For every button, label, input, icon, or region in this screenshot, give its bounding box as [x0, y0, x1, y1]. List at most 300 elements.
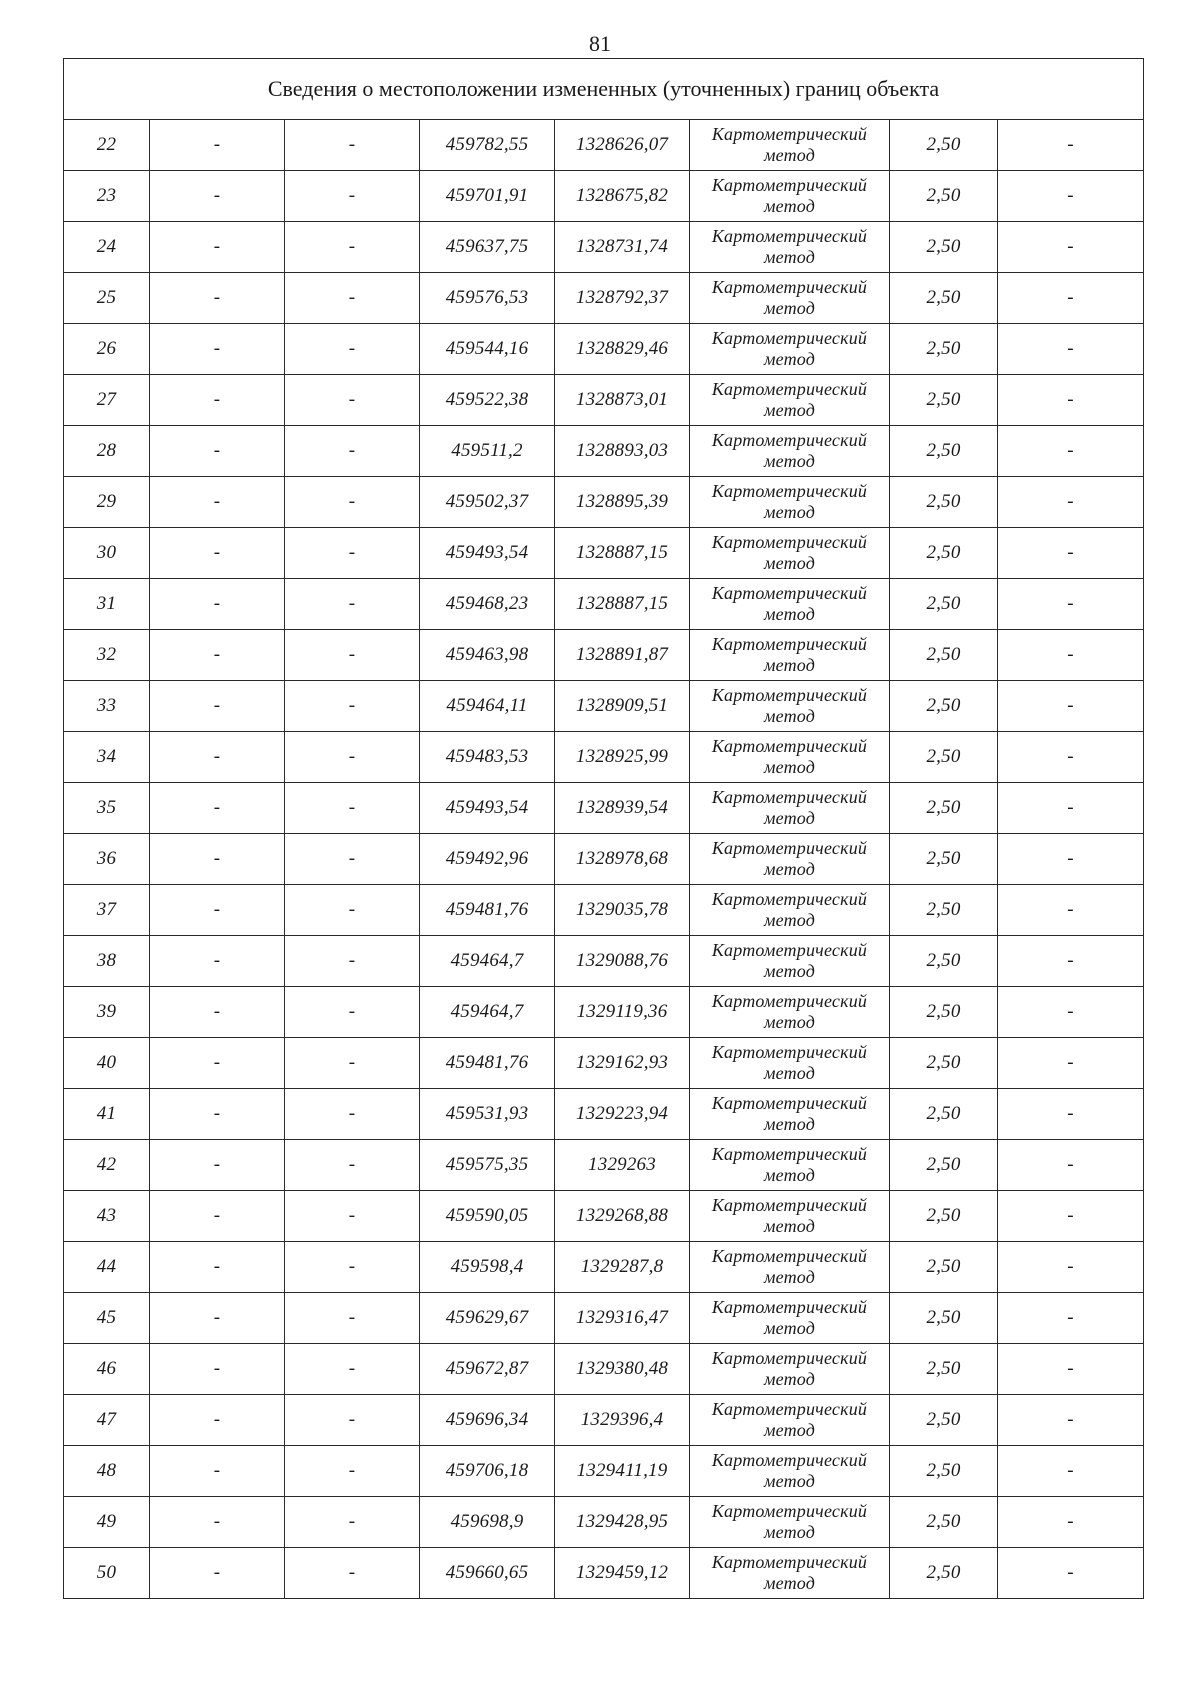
method-cell [690, 1344, 890, 1395]
empty-cell-1: - [150, 171, 285, 222]
description-cell: - [998, 1140, 1144, 1191]
coordinate-x-cell: 459468,23 [420, 579, 555, 630]
coordinate-x-cell: 459672,87 [420, 1344, 555, 1395]
empty-cell-1: - [150, 885, 285, 936]
coordinate-y-cell: 1328887,15 [555, 579, 690, 630]
point-number-cell: 23 [64, 171, 150, 222]
coordinate-y-cell: 1328891,87 [555, 630, 690, 681]
empty-cell-2: - [285, 783, 420, 834]
method-line-1: Картометрический [711, 1246, 868, 1266]
point-number-cell: 34 [64, 732, 150, 783]
method-cell [690, 273, 890, 324]
page-number: 81 [589, 31, 611, 56]
method-line-1: Картометрический [711, 277, 868, 297]
method-line-1: Картометрический [711, 532, 868, 552]
coordinate-x-cell: 459464,11 [420, 681, 555, 732]
empty-cell-1: - [150, 1242, 285, 1293]
method-line-2: метод [763, 1216, 816, 1236]
table-row [64, 222, 1144, 273]
point-number-cell: 48 [64, 1446, 150, 1497]
coordinate-x-cell: 459698,9 [420, 1497, 555, 1548]
description-cell: - [998, 1242, 1144, 1293]
accuracy-cell: 2,50 [890, 732, 998, 783]
method-cell [690, 222, 890, 273]
method-cell [690, 528, 890, 579]
empty-cell-2: - [285, 936, 420, 987]
coordinate-y-cell: 1329380,48 [555, 1344, 690, 1395]
method-line-2: метод [763, 1318, 816, 1338]
accuracy-cell: 2,50 [890, 477, 998, 528]
method-line-2: метод [763, 604, 816, 624]
method-cell [690, 1446, 890, 1497]
description-cell: - [998, 1344, 1144, 1395]
table-row [64, 477, 1144, 528]
table-row [64, 783, 1144, 834]
coordinate-x-cell: 459590,05 [420, 1191, 555, 1242]
table-row [64, 1497, 1144, 1548]
empty-cell-2: - [285, 885, 420, 936]
description-cell: - [998, 375, 1144, 426]
empty-cell-1: - [150, 375, 285, 426]
empty-cell-1: - [150, 936, 285, 987]
description-cell: - [998, 426, 1144, 477]
table-row [64, 1242, 1144, 1293]
method-line-1: Картометрический [711, 1450, 868, 1470]
coordinate-x-cell: 459598,4 [420, 1242, 555, 1293]
method-line-2: метод [763, 1063, 816, 1083]
accuracy-cell: 2,50 [890, 1191, 998, 1242]
empty-cell-2: - [285, 1140, 420, 1191]
coordinate-x-cell: 459481,76 [420, 1038, 555, 1089]
empty-cell-2: - [285, 579, 420, 630]
point-number-cell: 49 [64, 1497, 150, 1548]
method-line-2: метод [763, 1420, 816, 1440]
table-row [64, 324, 1144, 375]
coordinate-y-cell: 1329459,12 [555, 1548, 690, 1599]
coordinate-x-cell: 459629,67 [420, 1293, 555, 1344]
method-cell [690, 1293, 890, 1344]
point-number-cell: 28 [64, 426, 150, 477]
coordinate-x-cell: 459502,37 [420, 477, 555, 528]
empty-cell-1: - [150, 681, 285, 732]
empty-cell-1: - [150, 1446, 285, 1497]
method-line-1: Картометрический [711, 124, 868, 144]
point-number-cell: 42 [64, 1140, 150, 1191]
accuracy-cell: 2,50 [890, 324, 998, 375]
method-cell [690, 1038, 890, 1089]
table-row [64, 1395, 1144, 1446]
accuracy-cell: 2,50 [890, 834, 998, 885]
method-cell [690, 936, 890, 987]
method-line-1: Картометрический [711, 1501, 868, 1521]
coordinate-x-cell: 459493,54 [420, 528, 555, 579]
table-title: Сведения о местоположении измененных (уточненных) границ объекта [64, 59, 1144, 120]
method-line-2: метод [763, 1573, 816, 1593]
method-cell [690, 1140, 890, 1191]
coordinate-x-cell: 459522,38 [420, 375, 555, 426]
accuracy-cell: 2,50 [890, 528, 998, 579]
accuracy-cell: 2,50 [890, 426, 998, 477]
description-cell: - [998, 1293, 1144, 1344]
point-number-cell: 32 [64, 630, 150, 681]
coordinate-y-cell: 1328731,74 [555, 222, 690, 273]
method-cell [690, 171, 890, 222]
point-number-cell: 26 [64, 324, 150, 375]
method-line-2: метод [763, 808, 816, 828]
coordinate-x-cell: 459531,93 [420, 1089, 555, 1140]
coordinate-y-cell: 1328893,03 [555, 426, 690, 477]
accuracy-cell: 2,50 [890, 1395, 998, 1446]
point-number-cell: 41 [64, 1089, 150, 1140]
empty-cell-1: - [150, 1344, 285, 1395]
empty-cell-1: - [150, 630, 285, 681]
method-line-1: Картометрический [711, 1042, 868, 1062]
coordinate-x-cell: 459701,91 [420, 171, 555, 222]
description-cell: - [998, 1038, 1144, 1089]
coordinate-y-cell: 1328792,37 [555, 273, 690, 324]
point-number-cell: 33 [64, 681, 150, 732]
method-cell [690, 579, 890, 630]
empty-cell-2: - [285, 1344, 420, 1395]
accuracy-cell: 2,50 [890, 273, 998, 324]
coordinate-y-cell: 1328829,46 [555, 324, 690, 375]
accuracy-cell: 2,50 [890, 579, 998, 630]
coordinate-x-cell: 459493,54 [420, 783, 555, 834]
method-line-1: Картометрический [711, 634, 868, 654]
empty-cell-2: - [285, 477, 420, 528]
coordinate-y-cell: 1329411,19 [555, 1446, 690, 1497]
coordinate-y-cell: 1328978,68 [555, 834, 690, 885]
coordinate-y-cell: 1329223,94 [555, 1089, 690, 1140]
point-number-cell: 35 [64, 783, 150, 834]
point-number-cell: 43 [64, 1191, 150, 1242]
method-line-1: Картометрический [711, 1144, 868, 1164]
description-cell: - [998, 885, 1144, 936]
empty-cell-1: - [150, 120, 285, 171]
method-line-1: Картометрический [711, 1552, 868, 1572]
point-number-cell: 24 [64, 222, 150, 273]
coordinate-y-cell: 1328626,07 [555, 120, 690, 171]
method-line-1: Картометрический [711, 481, 868, 501]
table-row [64, 834, 1144, 885]
empty-cell-1: - [150, 783, 285, 834]
table-row [64, 528, 1144, 579]
method-line-2: метод [763, 757, 816, 777]
accuracy-cell: 2,50 [890, 375, 998, 426]
coordinate-y-cell: 1328925,99 [555, 732, 690, 783]
coordinate-y-cell: 1328887,15 [555, 528, 690, 579]
coordinates-table [63, 58, 1144, 1599]
coordinate-x-cell: 459511,2 [420, 426, 555, 477]
empty-cell-1: - [150, 732, 285, 783]
coordinate-x-cell: 459660,65 [420, 1548, 555, 1599]
method-line-2: метод [763, 859, 816, 879]
method-line-1: Картометрический [711, 175, 868, 195]
method-cell [690, 1497, 890, 1548]
accuracy-cell: 2,50 [890, 1140, 998, 1191]
description-cell: - [998, 681, 1144, 732]
description-cell: - [998, 630, 1144, 681]
coordinate-x-cell: 459575,35 [420, 1140, 555, 1191]
point-number-cell: 31 [64, 579, 150, 630]
method-line-2: метод [763, 706, 816, 726]
empty-cell-2: - [285, 273, 420, 324]
accuracy-cell: 2,50 [890, 222, 998, 273]
method-line-1: Картометрический [711, 991, 868, 1011]
method-line-2: метод [763, 145, 816, 165]
coordinate-y-cell: 1329396,4 [555, 1395, 690, 1446]
method-line-1: Картометрический [711, 787, 868, 807]
method-cell [690, 120, 890, 171]
table-row [64, 579, 1144, 630]
method-line-1: Картометрический [711, 940, 868, 960]
method-cell [690, 1089, 890, 1140]
coordinate-y-cell: 1329119,36 [555, 987, 690, 1038]
method-line-2: метод [763, 1471, 816, 1491]
point-number-cell: 39 [64, 987, 150, 1038]
method-line-1: Картометрический [711, 838, 868, 858]
method-line-2: метод [763, 1369, 816, 1389]
accuracy-cell: 2,50 [890, 681, 998, 732]
point-number-cell: 46 [64, 1344, 150, 1395]
coordinate-x-cell: 459782,55 [420, 120, 555, 171]
method-line-1: Картометрический [711, 736, 868, 756]
method-line-2: метод [763, 451, 816, 471]
empty-cell-2: - [285, 1242, 420, 1293]
table-row [64, 1140, 1144, 1191]
point-number-cell: 29 [64, 477, 150, 528]
point-number-cell: 40 [64, 1038, 150, 1089]
coordinate-y-cell: 1329263 [555, 1140, 690, 1191]
point-number-cell: 25 [64, 273, 150, 324]
table-row [64, 171, 1144, 222]
method-cell [690, 1242, 890, 1293]
empty-cell-2: - [285, 120, 420, 171]
empty-cell-2: - [285, 1548, 420, 1599]
method-line-2: метод [763, 349, 816, 369]
empty-cell-1: - [150, 1497, 285, 1548]
coordinate-x-cell: 459706,18 [420, 1446, 555, 1497]
method-line-1: Картометрический [711, 1195, 868, 1215]
method-cell [690, 630, 890, 681]
method-cell [690, 375, 890, 426]
method-cell [690, 732, 890, 783]
point-number-cell: 38 [64, 936, 150, 987]
table-row [64, 1038, 1144, 1089]
method-line-1: Картометрический [711, 226, 868, 246]
accuracy-cell: 2,50 [890, 1497, 998, 1548]
empty-cell-2: - [285, 681, 420, 732]
coordinate-x-cell: 459483,53 [420, 732, 555, 783]
empty-cell-1: - [150, 1548, 285, 1599]
accuracy-cell: 2,50 [890, 987, 998, 1038]
coordinate-x-cell: 459492,96 [420, 834, 555, 885]
method-line-2: метод [763, 553, 816, 573]
empty-cell-2: - [285, 375, 420, 426]
coordinate-y-cell: 1329035,78 [555, 885, 690, 936]
description-cell: - [998, 273, 1144, 324]
coordinate-y-cell: 1329268,88 [555, 1191, 690, 1242]
method-cell [690, 681, 890, 732]
empty-cell-1: - [150, 426, 285, 477]
method-line-2: метод [763, 1165, 816, 1185]
description-cell: - [998, 528, 1144, 579]
accuracy-cell: 2,50 [890, 1446, 998, 1497]
coordinate-x-cell: 459463,98 [420, 630, 555, 681]
table-row [64, 1191, 1144, 1242]
coordinate-x-cell: 459464,7 [420, 936, 555, 987]
description-cell: - [998, 324, 1144, 375]
accuracy-cell: 2,50 [890, 1548, 998, 1599]
accuracy-cell: 2,50 [890, 1242, 998, 1293]
method-line-2: метод [763, 298, 816, 318]
description-cell: - [998, 834, 1144, 885]
empty-cell-2: - [285, 1089, 420, 1140]
method-line-2: метод [763, 196, 816, 216]
empty-cell-2: - [285, 1497, 420, 1548]
method-line-2: метод [763, 1012, 816, 1032]
method-line-1: Картометрический [711, 430, 868, 450]
coordinate-x-cell: 459576,53 [420, 273, 555, 324]
table-row [64, 1548, 1144, 1599]
method-line-2: метод [763, 961, 816, 981]
table-row [64, 375, 1144, 426]
table-row [64, 1089, 1144, 1140]
table-row [64, 120, 1144, 171]
empty-cell-2: - [285, 732, 420, 783]
description-cell: - [998, 222, 1144, 273]
method-line-1: Картометрический [711, 328, 868, 348]
coordinate-x-cell: 459637,75 [420, 222, 555, 273]
accuracy-cell: 2,50 [890, 1293, 998, 1344]
method-line-2: метод [763, 502, 816, 522]
table-row [64, 1344, 1144, 1395]
coordinate-x-cell: 459544,16 [420, 324, 555, 375]
method-cell [690, 1395, 890, 1446]
point-number-cell: 50 [64, 1548, 150, 1599]
empty-cell-1: - [150, 1191, 285, 1242]
method-line-1: Картометрический [711, 1297, 868, 1317]
description-cell: - [998, 1497, 1144, 1548]
description-cell: - [998, 1191, 1144, 1242]
table-row [64, 1446, 1144, 1497]
description-cell: - [998, 1395, 1144, 1446]
empty-cell-1: - [150, 477, 285, 528]
empty-cell-1: - [150, 1395, 285, 1446]
description-cell: - [998, 171, 1144, 222]
method-cell [690, 783, 890, 834]
point-number-cell: 47 [64, 1395, 150, 1446]
description-cell: - [998, 1446, 1144, 1497]
accuracy-cell: 2,50 [890, 936, 998, 987]
empty-cell-1: - [150, 1038, 285, 1089]
method-cell [690, 834, 890, 885]
coordinate-y-cell: 1328873,01 [555, 375, 690, 426]
coordinate-y-cell: 1328895,39 [555, 477, 690, 528]
accuracy-cell: 2,50 [890, 171, 998, 222]
empty-cell-2: - [285, 1446, 420, 1497]
empty-cell-2: - [285, 987, 420, 1038]
empty-cell-1: - [150, 834, 285, 885]
method-line-2: метод [763, 1267, 816, 1287]
coordinate-x-cell: 459464,7 [420, 987, 555, 1038]
method-line-2: метод [763, 247, 816, 267]
accuracy-cell: 2,50 [890, 783, 998, 834]
empty-cell-1: - [150, 528, 285, 579]
empty-cell-1: - [150, 1293, 285, 1344]
coordinate-y-cell: 1329162,93 [555, 1038, 690, 1089]
coordinate-y-cell: 1329088,76 [555, 936, 690, 987]
empty-cell-1: - [150, 324, 285, 375]
method-cell [690, 885, 890, 936]
coordinate-x-cell: 459696,34 [420, 1395, 555, 1446]
description-cell: - [998, 579, 1144, 630]
empty-cell-1: - [150, 222, 285, 273]
empty-cell-1: - [150, 579, 285, 630]
accuracy-cell: 2,50 [890, 630, 998, 681]
method-cell [690, 477, 890, 528]
method-line-2: метод [763, 400, 816, 420]
empty-cell-2: - [285, 222, 420, 273]
point-number-cell: 45 [64, 1293, 150, 1344]
table-body [64, 59, 1144, 1599]
point-number-cell: 30 [64, 528, 150, 579]
point-number-cell: 22 [64, 120, 150, 171]
table-row [64, 732, 1144, 783]
table-row [64, 681, 1144, 732]
coordinate-x-cell: 459481,76 [420, 885, 555, 936]
method-line-1: Картометрический [711, 1348, 868, 1368]
method-cell [690, 1548, 890, 1599]
coordinate-y-cell: 1328675,82 [555, 171, 690, 222]
table-row [64, 273, 1144, 324]
table-title-row [64, 59, 1144, 120]
accuracy-cell: 2,50 [890, 1038, 998, 1089]
method-line-2: метод [763, 1114, 816, 1134]
empty-cell-2: - [285, 834, 420, 885]
method-line-2: метод [763, 655, 816, 675]
description-cell: - [998, 1548, 1144, 1599]
table-row [64, 1293, 1144, 1344]
method-line-2: метод [763, 1522, 816, 1542]
method-line-1: Картометрический [711, 685, 868, 705]
method-cell [690, 426, 890, 477]
method-cell [690, 987, 890, 1038]
accuracy-cell: 2,50 [890, 1344, 998, 1395]
coordinate-y-cell: 1328909,51 [555, 681, 690, 732]
table-row [64, 885, 1144, 936]
point-number-cell: 27 [64, 375, 150, 426]
empty-cell-2: - [285, 426, 420, 477]
coordinate-y-cell: 1329316,47 [555, 1293, 690, 1344]
empty-cell-1: - [150, 1089, 285, 1140]
method-line-1: Картометрический [711, 1399, 868, 1419]
coordinate-y-cell: 1328939,54 [555, 783, 690, 834]
empty-cell-2: - [285, 528, 420, 579]
point-number-cell: 37 [64, 885, 150, 936]
point-number-cell: 44 [64, 1242, 150, 1293]
method-line-1: Картометрический [711, 889, 868, 909]
description-cell: - [998, 936, 1144, 987]
empty-cell-2: - [285, 1395, 420, 1446]
empty-cell-2: - [285, 1293, 420, 1344]
table-row [64, 426, 1144, 477]
empty-cell-1: - [150, 1140, 285, 1191]
description-cell: - [998, 120, 1144, 171]
empty-cell-2: - [285, 1038, 420, 1089]
description-cell: - [998, 1089, 1144, 1140]
empty-cell-2: - [285, 324, 420, 375]
